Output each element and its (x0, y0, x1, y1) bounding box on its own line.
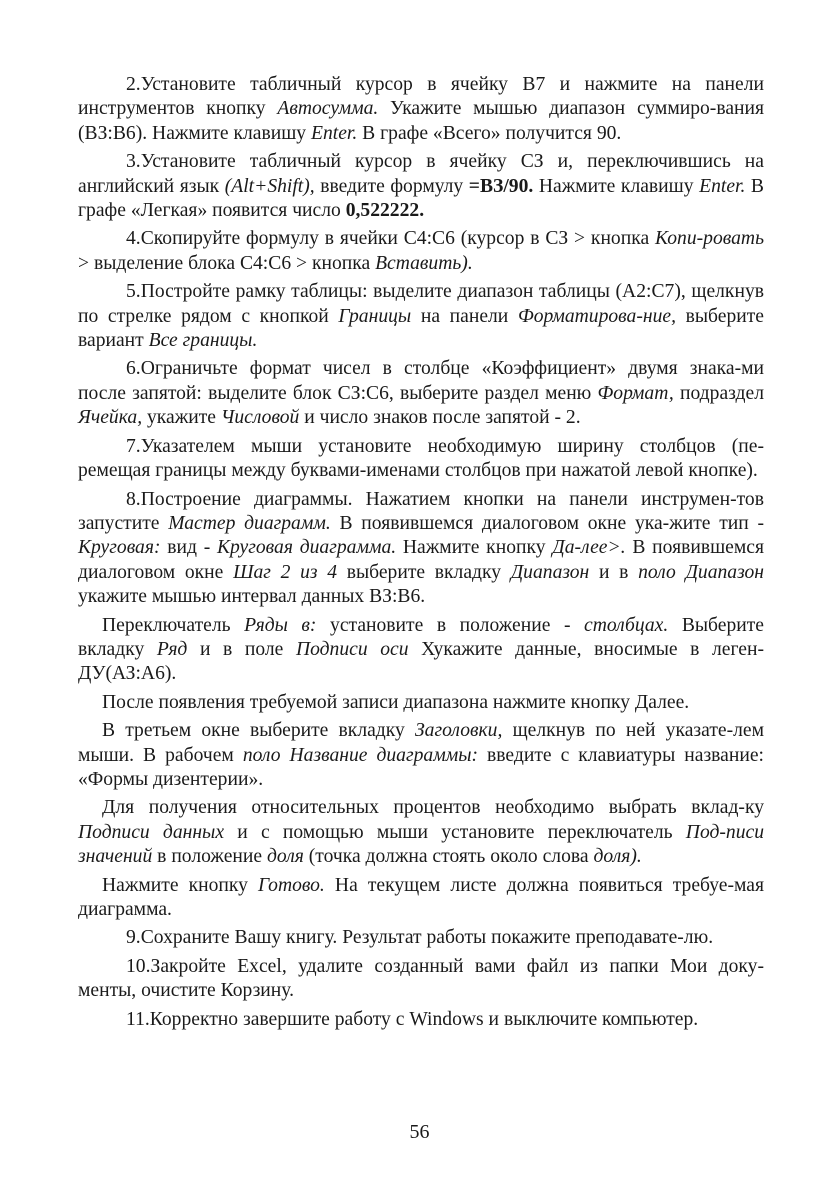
text-run: Вставить). (375, 252, 473, 274)
text-run: Ряды в: (244, 614, 317, 636)
paragraph-step-7 (78, 435, 764, 484)
paragraph-step-3 (78, 150, 764, 223)
paragraph-step-5 (78, 280, 764, 353)
text-run: Нажмите клавишу (533, 175, 700, 197)
text-run: Заголовки, (414, 720, 503, 742)
text-run: Форматирова-ние, (517, 305, 676, 327)
item-number: 3. (126, 151, 141, 173)
text-run: поло Название диаграммы: (242, 744, 479, 766)
text-run: Скопируйте формулу в ячейки С4:С6 (курсор в СЗ > кнопка (140, 228, 655, 250)
text-run: Копи-ровать (654, 228, 764, 250)
text-run: Сохраните Вашу книгу. Результат работы покажите преподавате-лю. (140, 927, 714, 949)
text-run: поло Диапазон (638, 561, 765, 583)
paragraph-step-8-labels (78, 796, 764, 869)
paragraph-step-8 (78, 488, 764, 610)
text-run: выберите вариант (78, 305, 764, 352)
item-number: 10. (126, 955, 151, 977)
document-body (78, 73, 764, 1036)
text-run: Круговая: (78, 537, 161, 559)
text-run: Построение диаграммы. Нажатием кнопки на панели инструмен-тов запустите (78, 488, 764, 534)
text-run: 0,522222. (345, 200, 425, 222)
text-run: Числовой (220, 407, 300, 429)
text-run: Установите табличный курсор в ячейку СЗ и, переключившись на английский язык (78, 151, 764, 197)
text-run: На текущем листе должна появиться требуе-мая диаграмма. (78, 874, 764, 920)
item-number: 4. (126, 228, 141, 250)
text-run: Enter. (699, 175, 746, 197)
text-run: доля). (593, 846, 642, 868)
item-number: 8. (126, 488, 141, 510)
text-run: Диапазон (510, 561, 590, 583)
text-run: Подписи оси (295, 638, 409, 660)
text-run: =ВЗ/90. (468, 175, 534, 197)
text-run: и в поле (187, 638, 296, 660)
text-run: Да-лее>. (552, 537, 626, 559)
paragraph-step-4 (78, 227, 764, 276)
text-run: выберите вкладку (337, 561, 511, 583)
text-run: на панели (411, 305, 518, 327)
text-run: Нажмите кнопку (102, 874, 259, 896)
text-run: Хукажите данные, вносимые в леген-ДУ(АЗ:А6). (78, 638, 764, 685)
paragraph-step-8-series (78, 614, 764, 687)
text-run: введите с клавиатуры название: «Формы дизентерии». (78, 744, 764, 790)
paragraph-step-6 (78, 357, 764, 430)
text-run: Закройте Excel, удалите созданный вами файл из папки Мои доку-менты, очистите Корзину. (78, 955, 764, 1002)
text-run: Ограничьте формат чисел в столбце «Коэффициент» двумя знака-ми после запятой: выделите блок СЗ:С6, выберите раздел меню (78, 358, 764, 404)
text-run: и число знаков после запятой - 2. (299, 407, 581, 429)
paragraph-step-11 (78, 1008, 764, 1032)
text-run: В графе «Всего» получится 90. (357, 122, 622, 144)
text-run: введите формулу (314, 175, 469, 197)
text-run: подраздел (673, 382, 764, 404)
page-number: 56 (409, 1121, 430, 1143)
text-run: Указателем мыши установите необходимую ширину столбцов (пе-ремещая границы между буквами-именами столбцов при нажатой левой кнопке). (78, 435, 764, 482)
paragraph-step-8-next (78, 691, 764, 715)
text-run: Переключатель (102, 614, 245, 636)
text-run: Круговая диаграмма. (216, 537, 397, 559)
paragraph-step-9 (78, 926, 764, 950)
text-run: Выберите вкладку (78, 614, 764, 660)
text-run: Мастер диаграмм. (168, 512, 331, 534)
text-run: Укажите мышью диапазон суммиро-вания (ВЗ:В6). Нажмите клавишу (78, 98, 764, 144)
text-run: > выделение блока С4:С6 > кнопка (78, 252, 376, 274)
paragraph-step-8-titles (78, 719, 764, 792)
text-run: столбцах. (584, 614, 669, 636)
item-number: 7. (126, 435, 141, 457)
text-run: вид - (160, 537, 217, 559)
text-run: щелкнув по ней указате-лем мыши. В рабочем (78, 720, 764, 766)
text-run: (точка должна стоять около слова (303, 846, 594, 868)
text-run: В третьем окне выберите вкладку (102, 720, 415, 742)
item-number: 6. (126, 358, 141, 380)
paragraph-list (78, 73, 764, 1032)
text-run: установите в положение - (316, 614, 585, 636)
text-run: и с помощью мыши установите переключатель (224, 821, 686, 843)
text-run: В появившемся диалоговом окне ука-жите тип - (330, 512, 764, 534)
item-number: 9. (126, 927, 141, 949)
text-run: Шаг 2 из 4 (233, 561, 338, 583)
text-run: В графе «Легкая» появится число (78, 175, 764, 222)
text-run: Все границы. (148, 330, 258, 352)
text-run: укажите мышью интервал данных ВЗ:В6. (78, 586, 426, 608)
text-run: укажите (142, 407, 221, 429)
text-run: Ряд (156, 638, 188, 660)
text-run: Нажмите кнопку (396, 537, 553, 559)
text-run: Постройте рамку таблицы: выделите диапазон таблицы (А2:С7), щелкнув по стрелке рядом с кнопкой (78, 281, 764, 327)
text-run: Ячейка, (78, 407, 143, 429)
text-run: (Alt+Shift), (224, 175, 315, 197)
text-run: Подписи данных (78, 821, 225, 843)
text-run: в положение (152, 846, 267, 868)
text-run: Для получения относительных процентов необходимо выбрать вклад-ку (102, 797, 764, 819)
text-run: и в (589, 561, 639, 583)
paragraph-step-2 (78, 73, 764, 146)
paragraph-step-8-finish (78, 874, 764, 923)
text-run: Готово. (258, 874, 325, 896)
text-run: доля (266, 846, 304, 868)
text-run: Автосумма. (277, 98, 379, 120)
text-run: Корректно завершите работу с Windows и выключите компьютер. (149, 1008, 699, 1030)
text-run: В появившемся диалоговом окне (78, 537, 764, 583)
text-run: Под-писи значений (78, 821, 765, 868)
text-run: Установите табличный курсор в ячейку В7 и нажмите на панели инструментов кнопку (78, 74, 764, 120)
item-number: 11. (126, 1008, 150, 1030)
paragraph-step-10 (78, 955, 764, 1004)
item-number: 5. (126, 281, 141, 303)
text-run: Границы (338, 305, 412, 327)
text-run: Формат, (597, 382, 674, 404)
item-number: 2. (126, 74, 141, 95)
text-run: После появления требуемой записи диапазона нажмите кнопку Далее. (102, 691, 690, 713)
text-run: Enter. (310, 122, 358, 144)
